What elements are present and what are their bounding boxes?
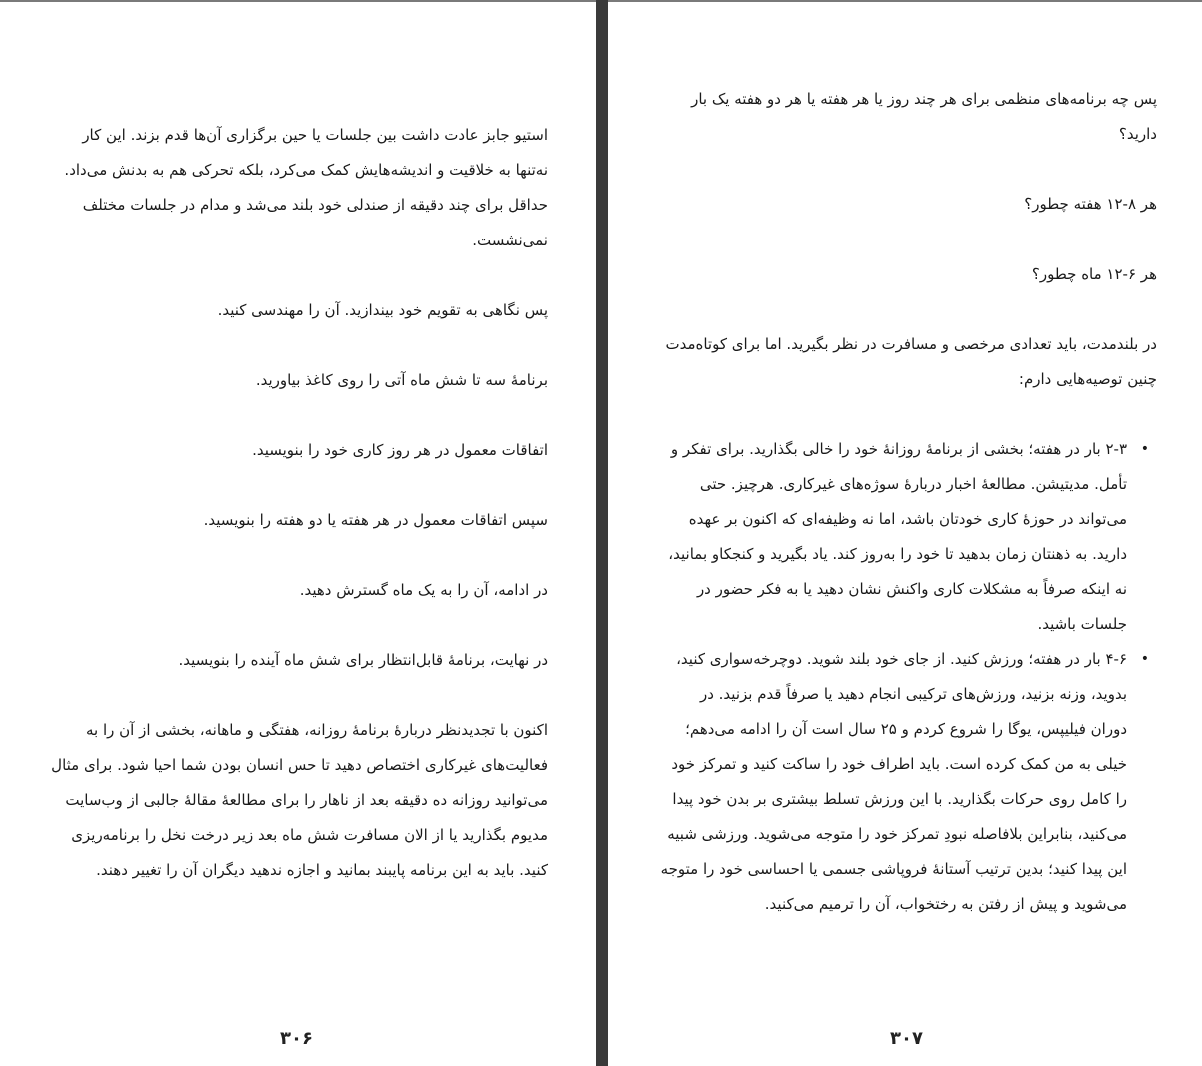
left-page-text [46, 118, 548, 923]
paragraph: برنامهٔ سه تا شش ماه آتی را روی کاغذ بیاورید. [255, 371, 548, 389]
question-paragraph: هر ۸-۱۲ هفته چطور؟ [1024, 195, 1157, 213]
bullet-icon: • [1140, 441, 1149, 457]
list-item [660, 642, 1149, 922]
paragraph: سپس اتفاقات معمول در هر هفته یا دو هفته را بنویسید. [203, 511, 548, 529]
question-paragraph: پس چه برنامه‌های منظمی برای هر چند روز یا هر هفته یا هر دو هفته یک بار دارید؟ [691, 90, 1157, 143]
bullet-icon: • [1140, 651, 1149, 667]
paragraph: در نهایت، برنامهٔ قابل‌انتظار برای شش ماه آینده را بنویسید. [178, 651, 548, 669]
list-item [660, 432, 1149, 642]
list-item-text: ۴-۶ بار در هفته؛ ورزش کنید. از جای خود بلند شوید. دوچرخه‌سواری کنید، بدوید، وزنه بزنید، ورزش‌های ترکیبی انجام دهید یا صرفاً قدم بزنید. در دوران فیلیپس، یوگا را شروع کردم و ۲۵ سال است آن را ادامه می‌دهم؛ خیلی به من کمک کرده است. باید اطراف خود را ساکت کنید و تمرکز خود را کامل روی حرکات بگذارید. با این ورزش تسلط بیشتری بر بدن خود پیدا می‌کنید، بنابراین بلافاصله نبودِ تمرکز خود را متوجه می‌شوید. ورزشی شبیه این پیدا کنید؛ بدین ترتیب آستانهٔ فروپاشی جسمی یا احساسی خود را متوجه می‌شوید و پیش از رفتن به رختخواب، آن را ترمیم می‌کنید. [660, 650, 1127, 913]
intro-paragraph: در بلندمدت، باید تعدادی مرخصی و مسافرت در نظر بگیرید. اما برای کوتاه‌مدت چنین توصیه‌هایی دارم: [665, 335, 1157, 388]
left-page [0, 0, 596, 1066]
page-number-right: ۳۰۷ [890, 1028, 923, 1049]
paragraph: استیو جابز عادت داشت بین جلسات یا حین برگزاری آن‌ها قدم بزند. این کار نه‌تنها به خلاقیت و اندیشه‌هایش کمک می‌کرد، بلکه تحرکی هم به بدنش می‌داد. حداقل برای چند دقیقه از صندلی خود بلند می‌شد و مدام در جلسات مختلف نمی‌نشست. [64, 126, 548, 249]
book-gutter [596, 0, 608, 1066]
list-item-text: ۲-۳ بار در هفته؛ بخشی از برنامهٔ روزانهٔ خود را خالی بگذارید. برای تفکر و تأمل. مدیتیشن. مطالعهٔ اخبار دربارهٔ سوژه‌های غیرکاری. هرچیز. حتی می‌تواند در حوزهٔ کاری خودتان باشد، اما نه وظیفه‌ای که اکنون بر عهده دارید. به ذهنتان زمان بدهید تا خود را به‌روز کند. یاد بگیرید و کنجکاو بمانید، نه اینکه صرفاً به مشکلات کاری واکنش نشان دهید یا به فکر حضور در جلسات باشید. [668, 440, 1127, 633]
right-page [608, 0, 1202, 1066]
question-paragraph: هر ۶-۱۲ ماه چطور؟ [1031, 265, 1157, 283]
paragraph: اکنون با تجدیدنظر دربارهٔ برنامهٔ روزانه، هفتگی و ماهانه، بخشی از آن را به فعالیت‌های غیرکاری اختصاص دهید تا حس انسان بودن شما احیا شود. برای مثال می‌توانید روزانه ده دقیقه بعد از ناهار را برای مطالعهٔ مقالهٔ جالبی از وب‌سایت مدیوم بگذارید یا از الان مسافرت شش ماه بعد زیر درخت نخل را برنامه‌ریزی کنید. باید به این برنامه پایبند بمانید و اجازه ندهید دیگران آن را تغییر دهند. [51, 721, 548, 879]
paragraph: در ادامه، آن را به یک ماه گسترش دهید. [299, 581, 548, 599]
paragraph: پس نگاهی به تقویم خود بیندازید. آن را مهندسی کنید. [217, 301, 548, 319]
bullet-list [660, 432, 1157, 922]
paragraph: اتفاقات معمول در هر روز کاری خود را بنویسید. [252, 441, 548, 459]
right-page-text [660, 82, 1157, 922]
page-number-left: ۳۰۶ [280, 1028, 313, 1049]
